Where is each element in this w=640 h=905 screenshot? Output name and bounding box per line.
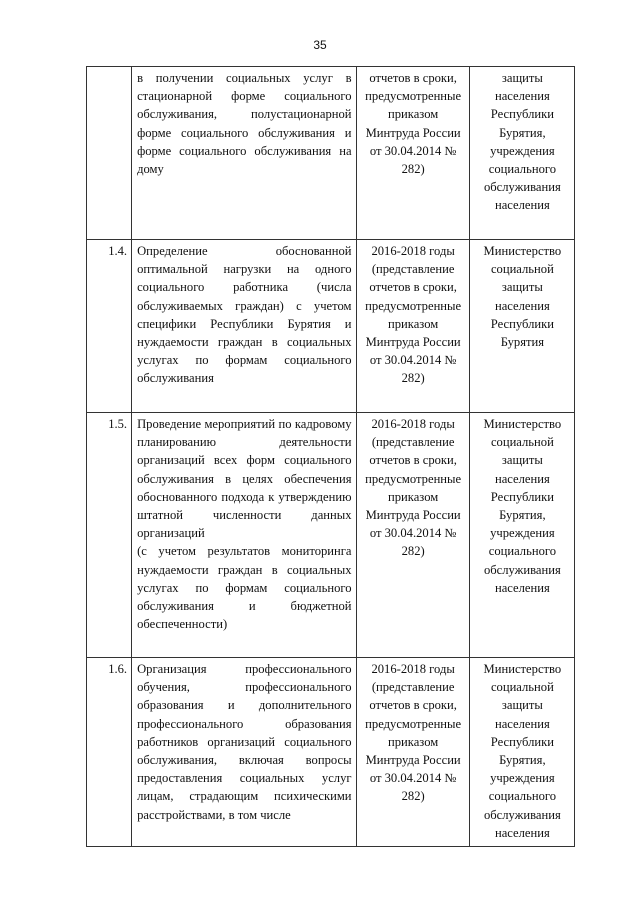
measure-text: Определение обоснованной оптимальной нагрузки на одного социального работника (числа обслуживаемых граждан) с учетом специфики Республики Бурятия и нуждаемости граждан в социальных услугах по формам социального обслуживания — [137, 244, 352, 386]
measure-description — [132, 658, 356, 847]
table-row — [87, 67, 575, 240]
responsible-cell: защиты населения Республики Бурятия, учреждения социального обслуживания населения — [469, 67, 574, 240]
responsible-cell: Министерство социальной защиты населения Республики Бурятия, учреждения социального обслуживания населения — [469, 658, 574, 847]
measure-text: Организация профессионального обучения, профессионального образования и дополнительного профессионального образования работников организаций социального обслуживания, включая вопросы предоставления социальных услуг лицам, страдающим психическими расстройствами, в том числе — [137, 662, 352, 822]
row-number: 1.6. — [87, 658, 132, 847]
measure-description — [132, 67, 356, 240]
measure-description — [132, 413, 356, 658]
responsible-cell: Министерство социальной защиты населения Республики Бурятия, учреждения социального обслуживания населения — [469, 413, 574, 658]
deadline-cell: 2016-2018 годы (представление отчетов в сроки, предусмотренные приказом Минтруда России от 30.04.2014 № 282) — [356, 658, 469, 847]
measures-table — [86, 66, 575, 847]
deadline-cell: отчетов в сроки, предусмотренные приказом Минтруда России от 30.04.2014 № 282) — [356, 67, 469, 240]
measure-text: в получении социальных услуг в стационарной форме социального обслуживания, полустационарной форме социального обслуживания и форме социального обслуживания на дому — [137, 71, 352, 177]
row-number — [87, 67, 132, 240]
deadline-cell: 2016-2018 годы (представление отчетов в сроки, предусмотренные приказом Минтруда России от 30.04.2014 № 282) — [356, 413, 469, 658]
row-number: 1.4. — [87, 240, 132, 413]
measure-text-note: (с учетом результатов мониторинга нуждаемости граждан в социальных услугах по формам социального обслуживания и бюджетной обеспеченности) — [137, 544, 352, 632]
page-number: 35 — [313, 38, 327, 52]
responsible-cell: Министерство социальной защиты населения Республики Бурятия — [469, 240, 574, 413]
deadline-cell: 2016-2018 годы (представление отчетов в сроки, предусмотренные приказом Минтруда России от 30.04.2014 № 282) — [356, 240, 469, 413]
table-row — [87, 413, 575, 658]
measure-description — [132, 240, 356, 413]
measure-text: Проведение мероприятий по кадровому планированию деятельности организаций всех форм социального обслуживания в целях обеспечения обоснованного подхода к утверждению штатной численности данных организаций — [137, 417, 352, 541]
table-row — [87, 658, 575, 847]
table-row — [87, 240, 575, 413]
row-number: 1.5. — [87, 413, 132, 658]
